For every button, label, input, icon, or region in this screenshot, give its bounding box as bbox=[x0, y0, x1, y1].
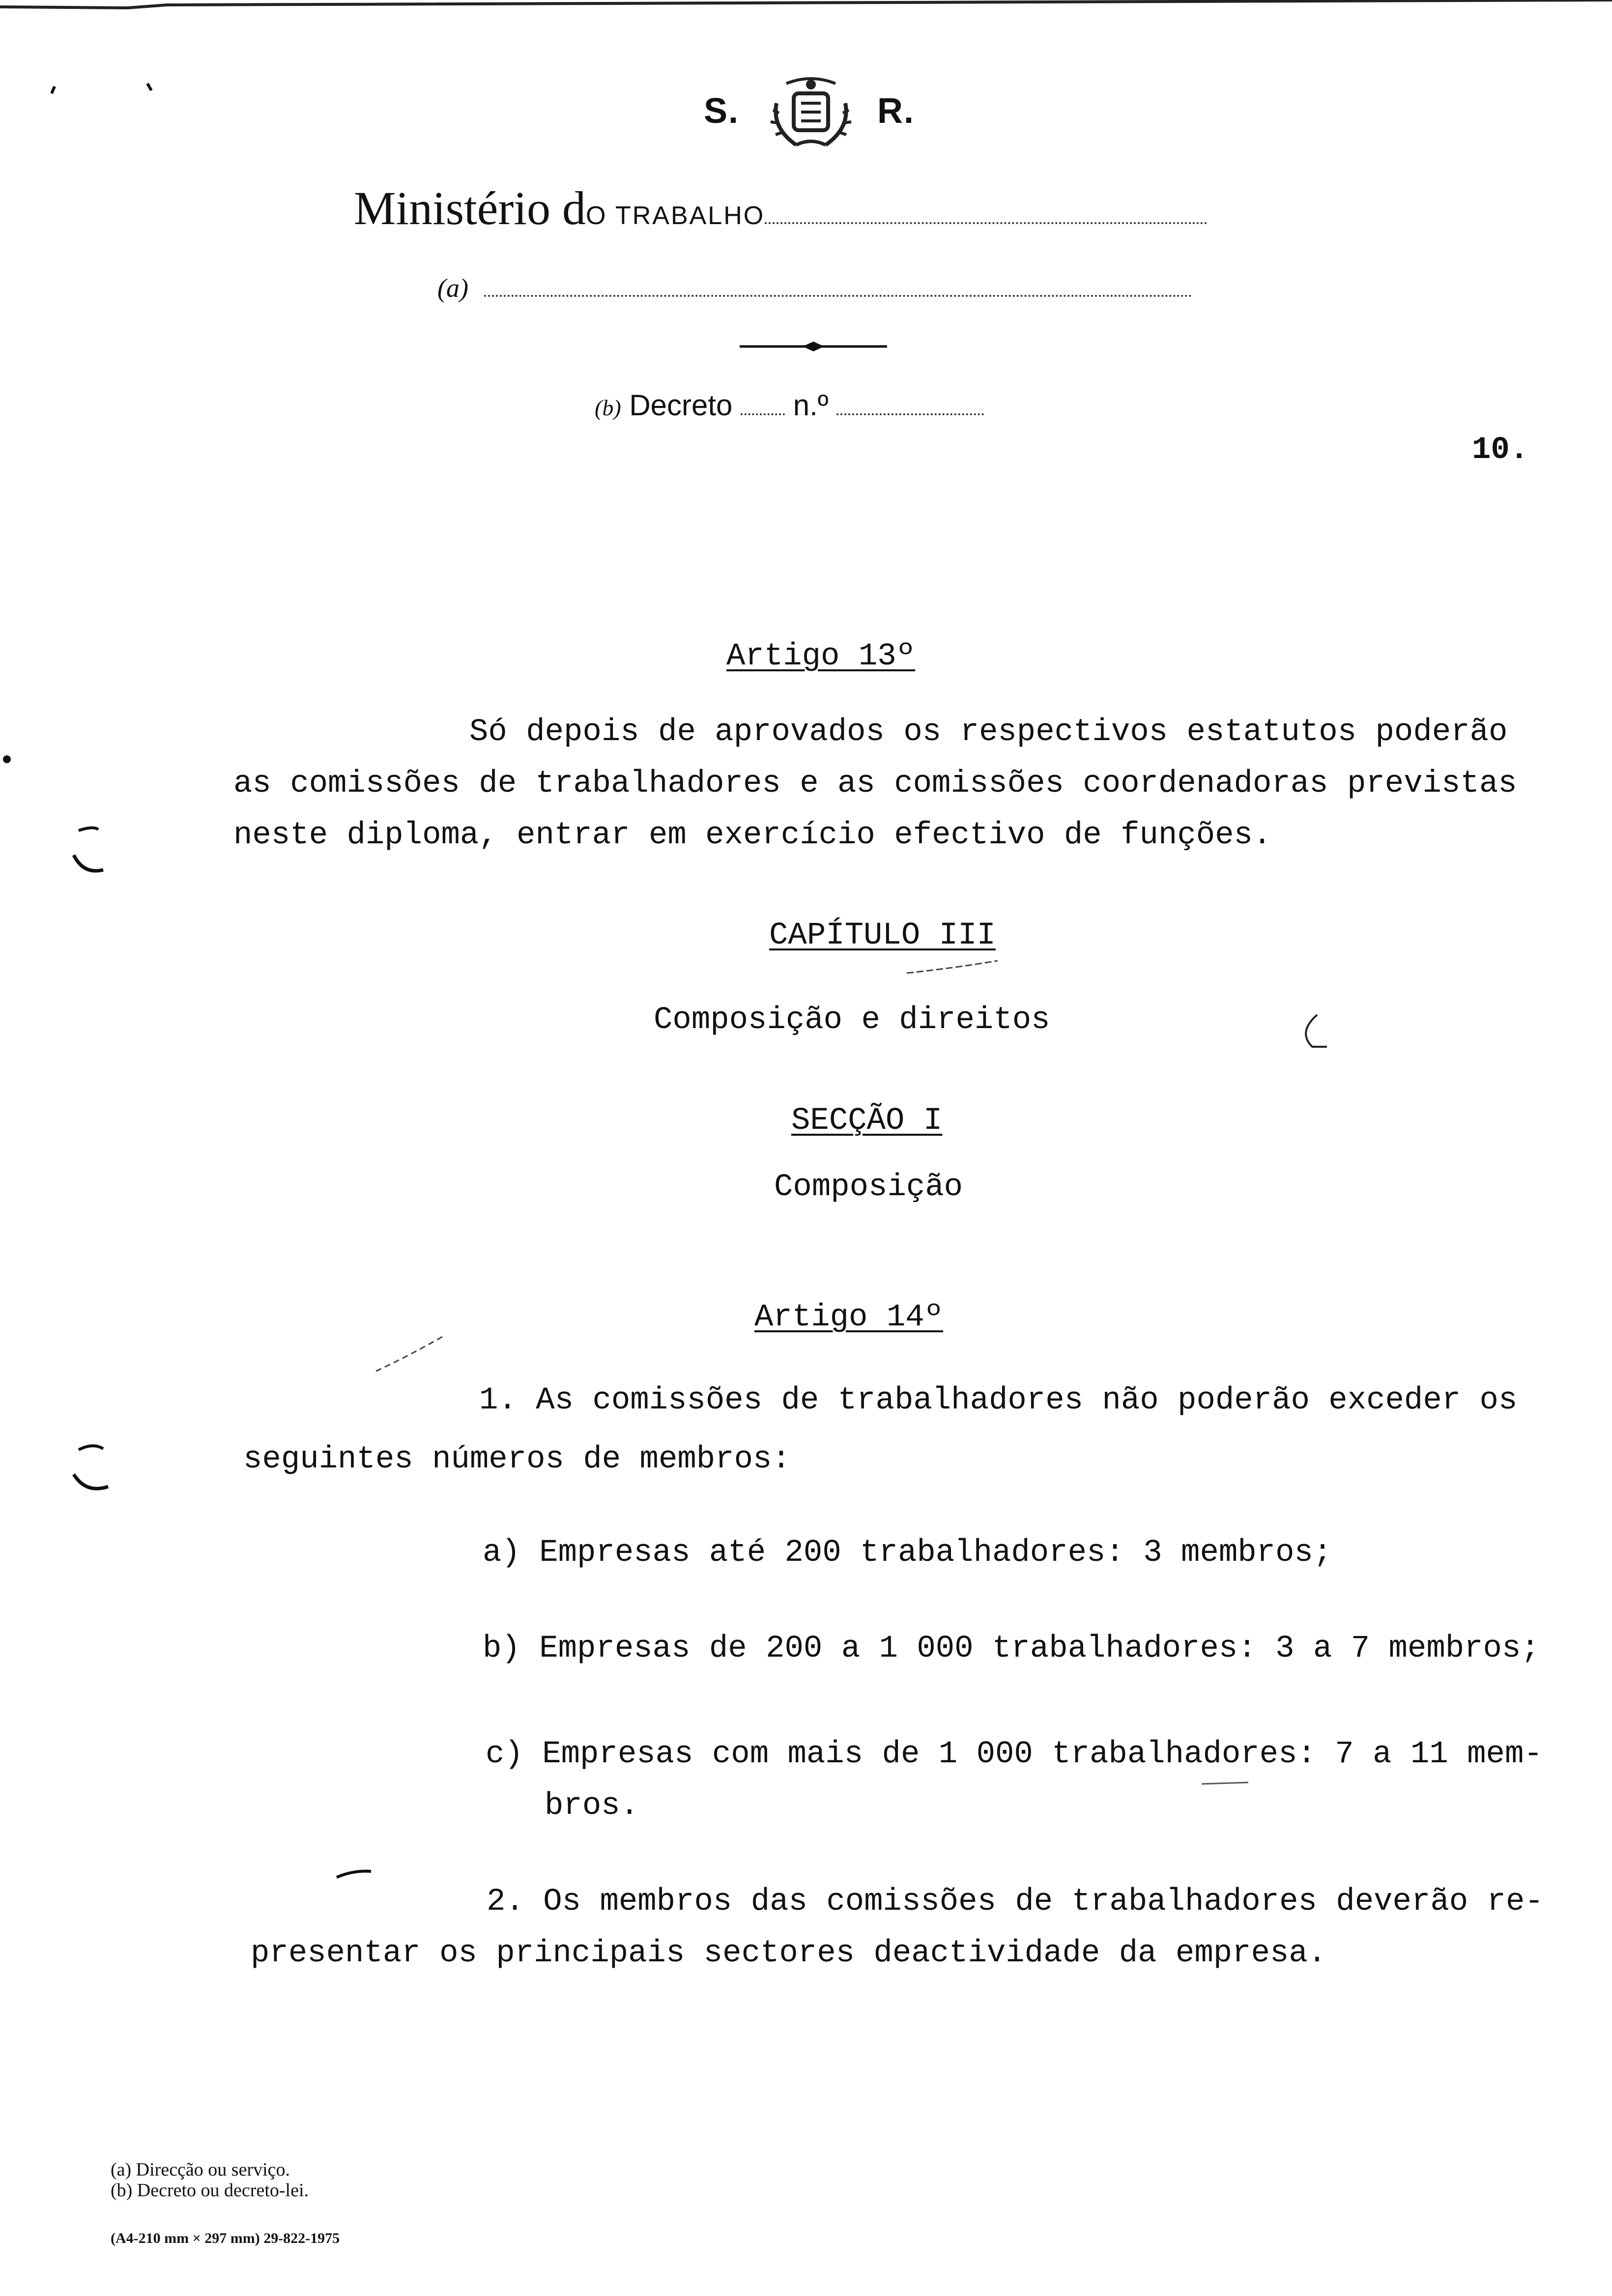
section-subtitle: Composição bbox=[774, 1170, 963, 1205]
art13-line-3: neste diploma, entrar em exercício efectivo de funções. bbox=[233, 818, 1272, 853]
line-a-dotted-fill bbox=[484, 295, 1192, 297]
stray-pen-mark bbox=[1297, 1012, 1332, 1052]
stray-stroke-mark bbox=[1199, 1777, 1253, 1791]
footnote-b: (b) Decreto ou decreto-lei. bbox=[111, 2180, 309, 2201]
art14-p2-line-1: 2. Os membros das comissões de trabalhadores deverão re- bbox=[487, 1884, 1544, 1920]
item-a: a) Empresas até 200 trabalhadores: 3 membros; bbox=[483, 1535, 1332, 1571]
ministry-line bbox=[354, 181, 1207, 235]
art14-p1-line-2: seguintes números de membros: bbox=[243, 1442, 791, 1477]
ministry-name: O TRABALHO bbox=[585, 201, 765, 230]
stray-stroke-mark bbox=[334, 1867, 374, 1882]
item-b: b) Empresas de 200 a 1 000 trabalhadores: 3 a 7 membros; bbox=[483, 1631, 1540, 1666]
decree-line bbox=[595, 388, 984, 422]
form-code: (A4-210 mm × 297 mm) 29-822-1975 bbox=[111, 2230, 340, 2246]
header-letter-s: S. bbox=[704, 91, 740, 131]
binder-hole-mark bbox=[69, 826, 108, 880]
binder-hole-mark bbox=[69, 1440, 113, 1499]
footnote-a: (a) Direcção ou serviço. bbox=[111, 2159, 290, 2180]
coat-of-arms-icon bbox=[767, 74, 855, 152]
page-number: 10. bbox=[1472, 432, 1529, 468]
decree-dotted-fill-1 bbox=[741, 413, 785, 415]
item-c-line-2: bros. bbox=[545, 1788, 639, 1824]
art13-title: Artigo 13º bbox=[726, 639, 916, 674]
ministry-dotted-fill bbox=[765, 222, 1207, 224]
decree-word: Decreto bbox=[629, 389, 733, 422]
art14-title: Artigo 14º bbox=[754, 1300, 944, 1335]
section-title: SECÇÃO I bbox=[791, 1103, 943, 1139]
art14-p1-line-1: 1. As comissões de trabalhadores não poderão exceder os bbox=[479, 1383, 1518, 1418]
ornament-divider bbox=[740, 339, 887, 354]
line-a-label: (a) bbox=[437, 273, 468, 303]
art13-line-1: Só depois de aprovados os respectivos estatutos poderão bbox=[469, 715, 1508, 750]
stray-dot-marks bbox=[47, 74, 174, 103]
item-c-line-1: c) Empresas com mais de 1 000 trabalhadores: 7 a 11 mem- bbox=[486, 1737, 1543, 1772]
decree-number-label: n.º bbox=[793, 389, 829, 422]
stray-stroke-mark bbox=[904, 958, 1003, 978]
chapter-title: CAPÍTULO III bbox=[769, 918, 996, 953]
top-edge-line bbox=[0, 0, 1612, 11]
stray-stroke-mark bbox=[374, 1332, 447, 1376]
art14-p2-line-2: presentar os principais sectores deactividade da empresa. bbox=[251, 1936, 1327, 1971]
stray-dot-marks bbox=[0, 752, 15, 767]
decree-label-b: (b) bbox=[595, 395, 621, 420]
decree-dotted-fill-2 bbox=[836, 413, 984, 415]
header-letter-r: R. bbox=[877, 91, 915, 131]
chapter-subtitle: Composição e direitos bbox=[654, 1003, 1050, 1038]
ministry-prefix: Ministério d bbox=[354, 182, 586, 234]
art13-line-2: as comissões de trabalhadores e as comissões coordenadoras previstas bbox=[233, 766, 1517, 802]
